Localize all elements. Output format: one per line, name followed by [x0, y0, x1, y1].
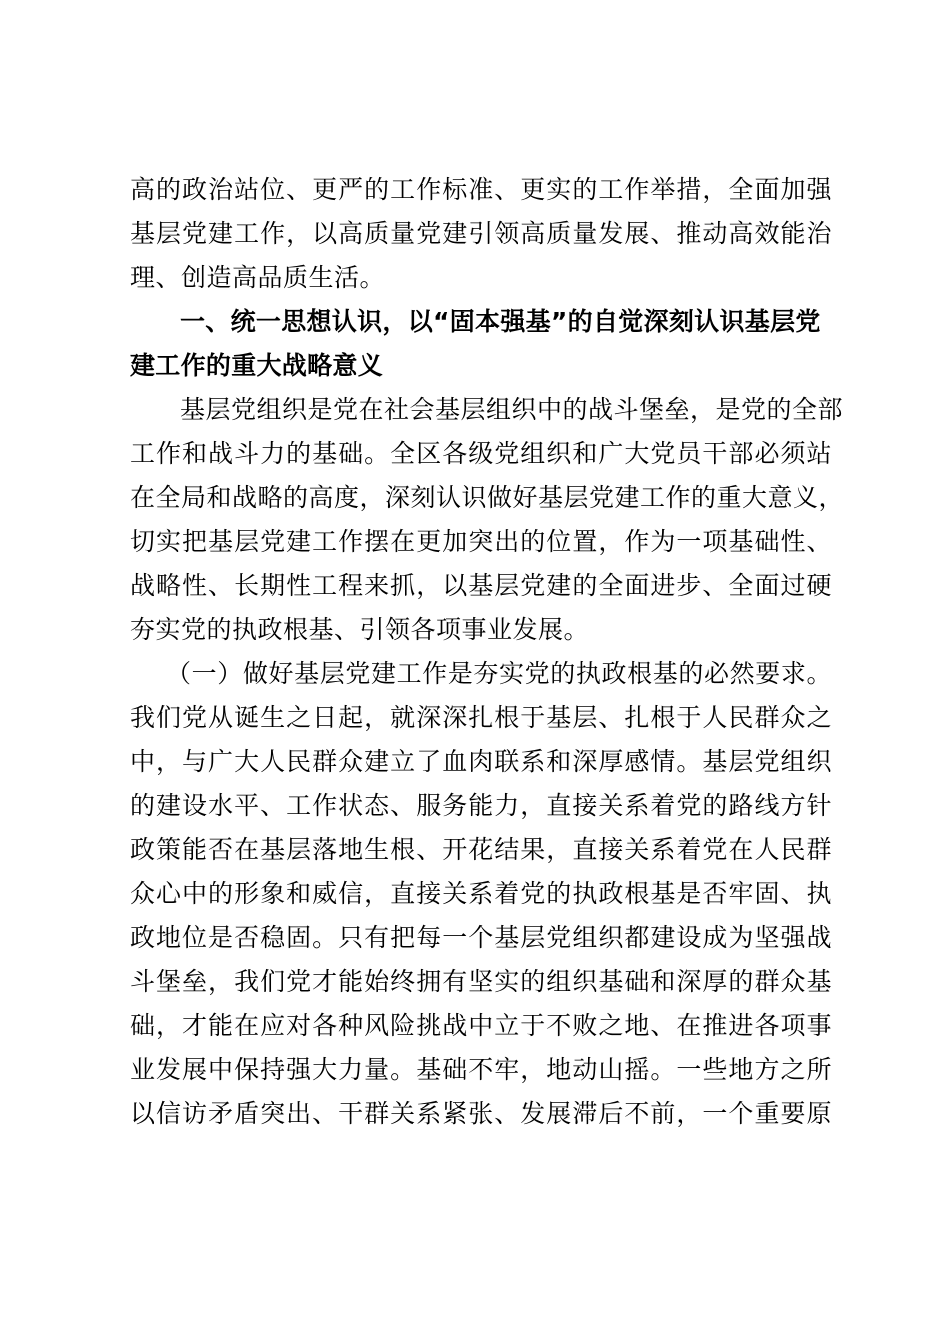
text-line: 理、创造高品质生活。: [130, 263, 386, 292]
text-line: 基层党建工作，以高质量党建引领高质量发展、推动高效能治: [130, 219, 832, 248]
document-page: [130, 168, 845, 1136]
text-line: 在全局和战略的高度，深刻认识做好基层党建工作的重大意义，: [130, 483, 845, 512]
section-heading: [130, 300, 832, 388]
text-line: 战略性、长期性工程来抓，以基层党建的全面进步、全面过硬: [130, 571, 832, 600]
subsection-heading-line: （一）做好基层党建工作是夯实党的执政根基的必然要求。: [166, 659, 832, 688]
text-line: 以信访矛盾突出、干群关系紧张、发展滞后不前，一个重要原: [130, 1099, 832, 1128]
text-line: 基层党组织是党在社会基层组织中的战斗堡垒，是党的全部: [180, 395, 844, 424]
text-line: 高的政治站位、更严的工作标准、更实的工作举措，全面加强: [130, 175, 832, 204]
text-line: 础，才能在应对各种风险挑战中立于不败之地、在推进各项事: [130, 1011, 832, 1040]
intro-paragraph: [130, 168, 832, 300]
text-line: 政地位是否稳固。只有把每一个基层党组织都建设成为坚强战: [130, 923, 832, 952]
text-line: 众心中的形象和威信，直接关系着党的执政根基是否牢固、执: [130, 879, 832, 908]
text-line: 政策能否在基层落地生根、开花结果，直接关系着党在人民群: [130, 835, 832, 864]
text-line: 夯实党的执政根基、引领各项事业发展。: [130, 615, 590, 644]
text-line: 切实把基层党建工作摆在更加突出的位置，作为一项基础性、: [130, 527, 832, 556]
text-line: 中，与广大人民群众建立了血肉联系和深厚感情。基层党组织: [130, 747, 832, 776]
heading-line: 建工作的重大战略意义: [130, 351, 384, 380]
text-line: 斗堡垒，我们党才能始终拥有坚实的组织基础和深厚的群众基: [130, 967, 832, 996]
text-line: 业发展中保持强大力量。基础不牢，地动山摇。一些地方之所: [130, 1055, 832, 1084]
text-line: 工作和战斗力的基础。全区各级党组织和广大党员干部必须站: [130, 439, 832, 468]
text-line: 我们党从诞生之日起，就深深扎根于基层、扎根于人民群众之: [130, 703, 832, 732]
heading-line: 一、统一思想认识，以“固本强基”的自觉深刻认识基层党: [180, 307, 821, 336]
text-line: 的建设水平、工作状态、服务能力，直接关系着党的路线方针: [130, 791, 832, 820]
subsection-paragraph: [130, 652, 832, 1136]
section-paragraph: [130, 388, 845, 652]
